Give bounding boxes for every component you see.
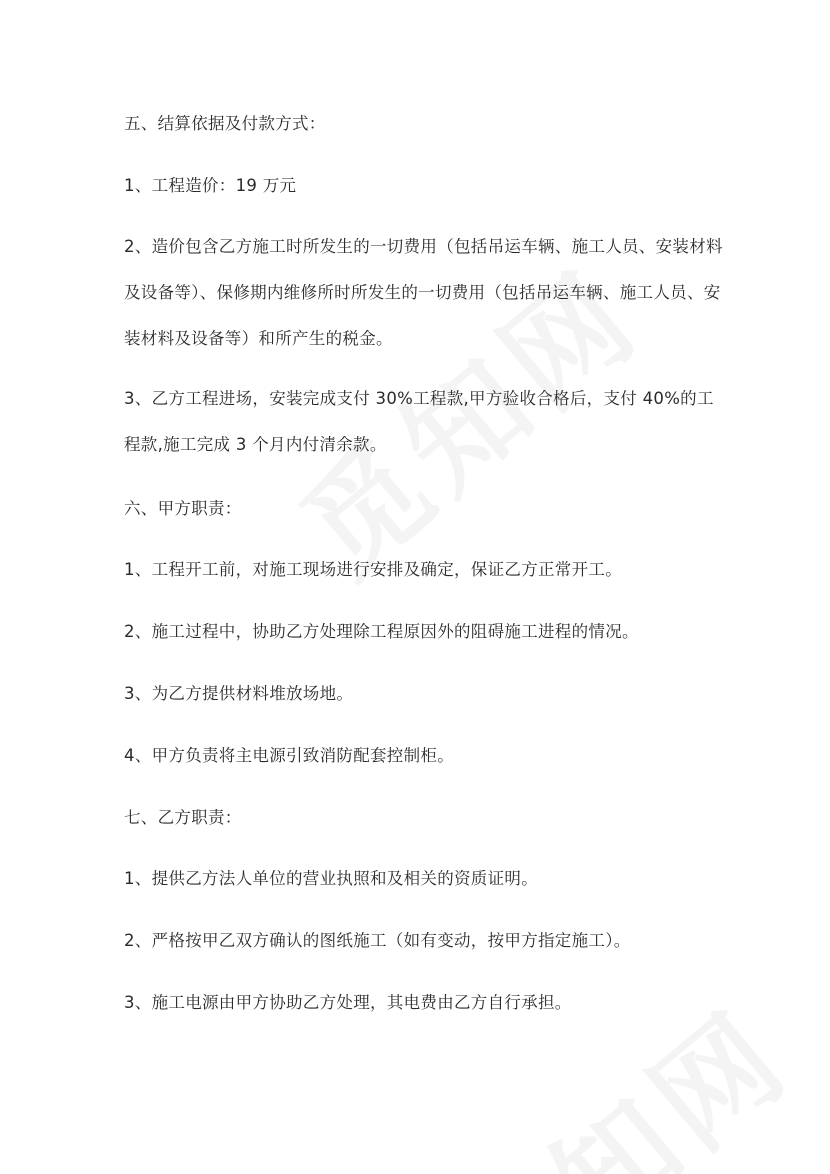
paragraph: 2、严格按甲乙双方确认的图纸施工（如有变动，按甲方指定施工）。	[124, 931, 631, 950]
paragraph: 1、提供乙方法人单位的营业执照和及相关的资质证明。	[124, 869, 538, 888]
paragraph: 3、施工电源由甲方协助乙方处理，其电费由乙方自行承担。	[124, 993, 572, 1012]
section-heading-party-a: 六、甲方职责：	[124, 499, 242, 518]
paragraph: 3、为乙方提供材料堆放场地。	[124, 684, 354, 703]
section-heading-settlement: 五、结算依据及付款方式：	[124, 114, 326, 133]
section-heading-party-b: 七、乙方职责：	[124, 808, 242, 827]
paragraph: 2、施工过程中，协助乙方处理除工程原因外的阻碍施工进程的情况。	[124, 622, 639, 641]
paragraph: 3、乙方工程进场，安装完成支付 30%工程款,甲方验收合格后，支付 40%的工程款,施工完成 3 个月内付清余款。	[124, 389, 714, 454]
paragraph: 1、工程造价：19 万元	[124, 176, 297, 195]
paragraph: 1、工程开工前，对施工现场进行安排及确定，保证乙方正常开工。	[124, 560, 622, 579]
paragraph: 4、甲方负责将主电源引致消防配套控制柜。	[124, 746, 454, 765]
paragraph: 2、造价包含乙方施工时所发生的一切费用（包括吊运车辆、施工人员、安装材料及设备等）、保修期内维修所时所发生的一切费用（包括吊运车辆、施工人员、安装材料及设备等）和所产生的税金。	[124, 237, 723, 348]
